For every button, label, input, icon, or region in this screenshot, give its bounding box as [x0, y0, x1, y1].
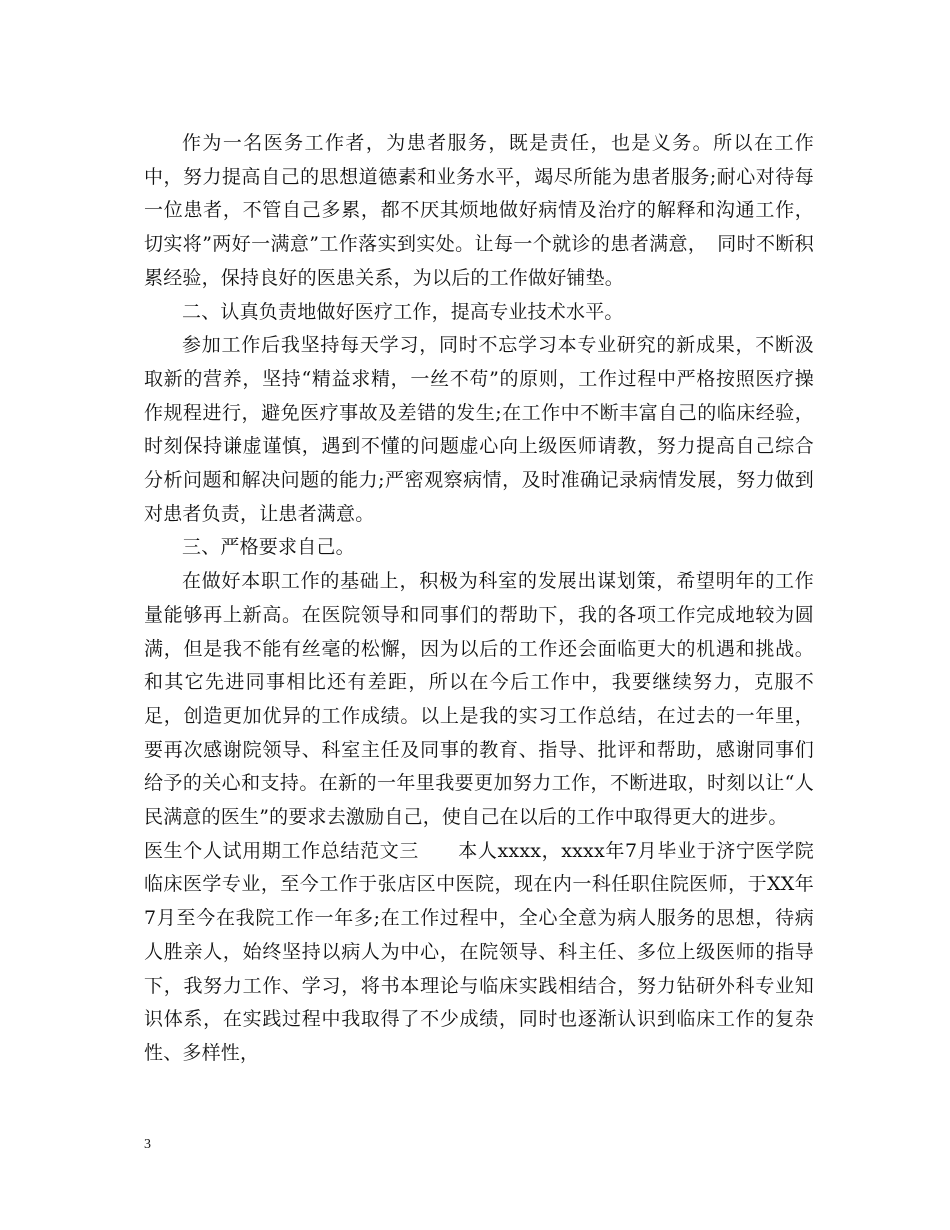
page-number: 3: [144, 1137, 151, 1152]
section-heading-medical-work: 二、认真负责地做好医疗工作，提高专业技术水平。: [182, 300, 624, 323]
paragraph-future-goals: 在做好本职工作的基础上，积极为科室的发展出谋划策，希望明年的工作量能够再上新高。在医院领导和同事们的帮助下，我的各项工作完成地较为圆满，但是我不能有丝毫的松懈，因为以后的工作还会面临更大的机遇和挑战。和其它先进同事相比还有差距，所以在今后工作中，我要继续努力，克服不足，创造更加优异的工作成绩。以上是我的实习工作总结，在过去的一年里，要再次感谢院领导、科室主任及同事的教育、指导、批评和帮助，感谢同事们给予的关心和支持。在新的一年里我要更加努力工作，不断进取，时刻以让“人民满意的医生”的要求去激励自己，使自己在以后的工作中取得更大的进步。: [144, 570, 814, 829]
paragraph-sample-three: 医生个人试用期工作总结范文三 本人xxxx，xxxx年7月毕业于济宁医学院临床医学专业，至今工作于张店区中医院，现在内一科任职住院医师，于XX年7月至今在我院工作一年多;在工作过程中，全心全意为病人服务的思想，待病人胜亲人，始终坚持以病人为中心，在院领导、科主任、多位上级医师的指导下，我努力工作、学习，将书本理论与临床实践相结合，努力钻研外科专业知识体系，在实践过程中我取得了不少成绩，同时也逐渐认识到临床工作的复杂性、多样性，: [144, 839, 814, 1064]
paragraph-service-duty: 作为一名医务工作者，为患者服务，既是责任，也是义务。所以在工作中，努力提高自己的思想道德素和业务水平，竭尽所能为患者服务;耐心对待每一位患者，不管自己多累，都不厌其烦地做好病情及治疗的解释和沟通工作，切实将”两好一满意”工作落实到实处。让每一个就诊的患者满意， 同时不断积累经验，保持良好的医患关系，为以后的工作做好铺垫。: [144, 132, 814, 289]
section-heading-self-discipline: 三、严格要求自己。: [182, 536, 355, 559]
document-body: [144, 127, 814, 1071]
paragraph-study-practice: 参加工作后我坚持每天学习，同时不忘学习本专业研究的新成果，不断汲取新的营养，坚持“精益求精，一丝不苟”的原则，工作过程中严格按照医疗操作规程进行，避免医疗事故及差错的发生;在工作中不断丰富自己的临床经验，时刻保持谦虚谨慎，遇到不懂的问题虚心向上级医师请教，努力提高自己综合分析问题和解决问题的能力;严密观察病情，及时准确记录病情发展，努力做到对患者负责，让患者满意。: [144, 334, 814, 525]
